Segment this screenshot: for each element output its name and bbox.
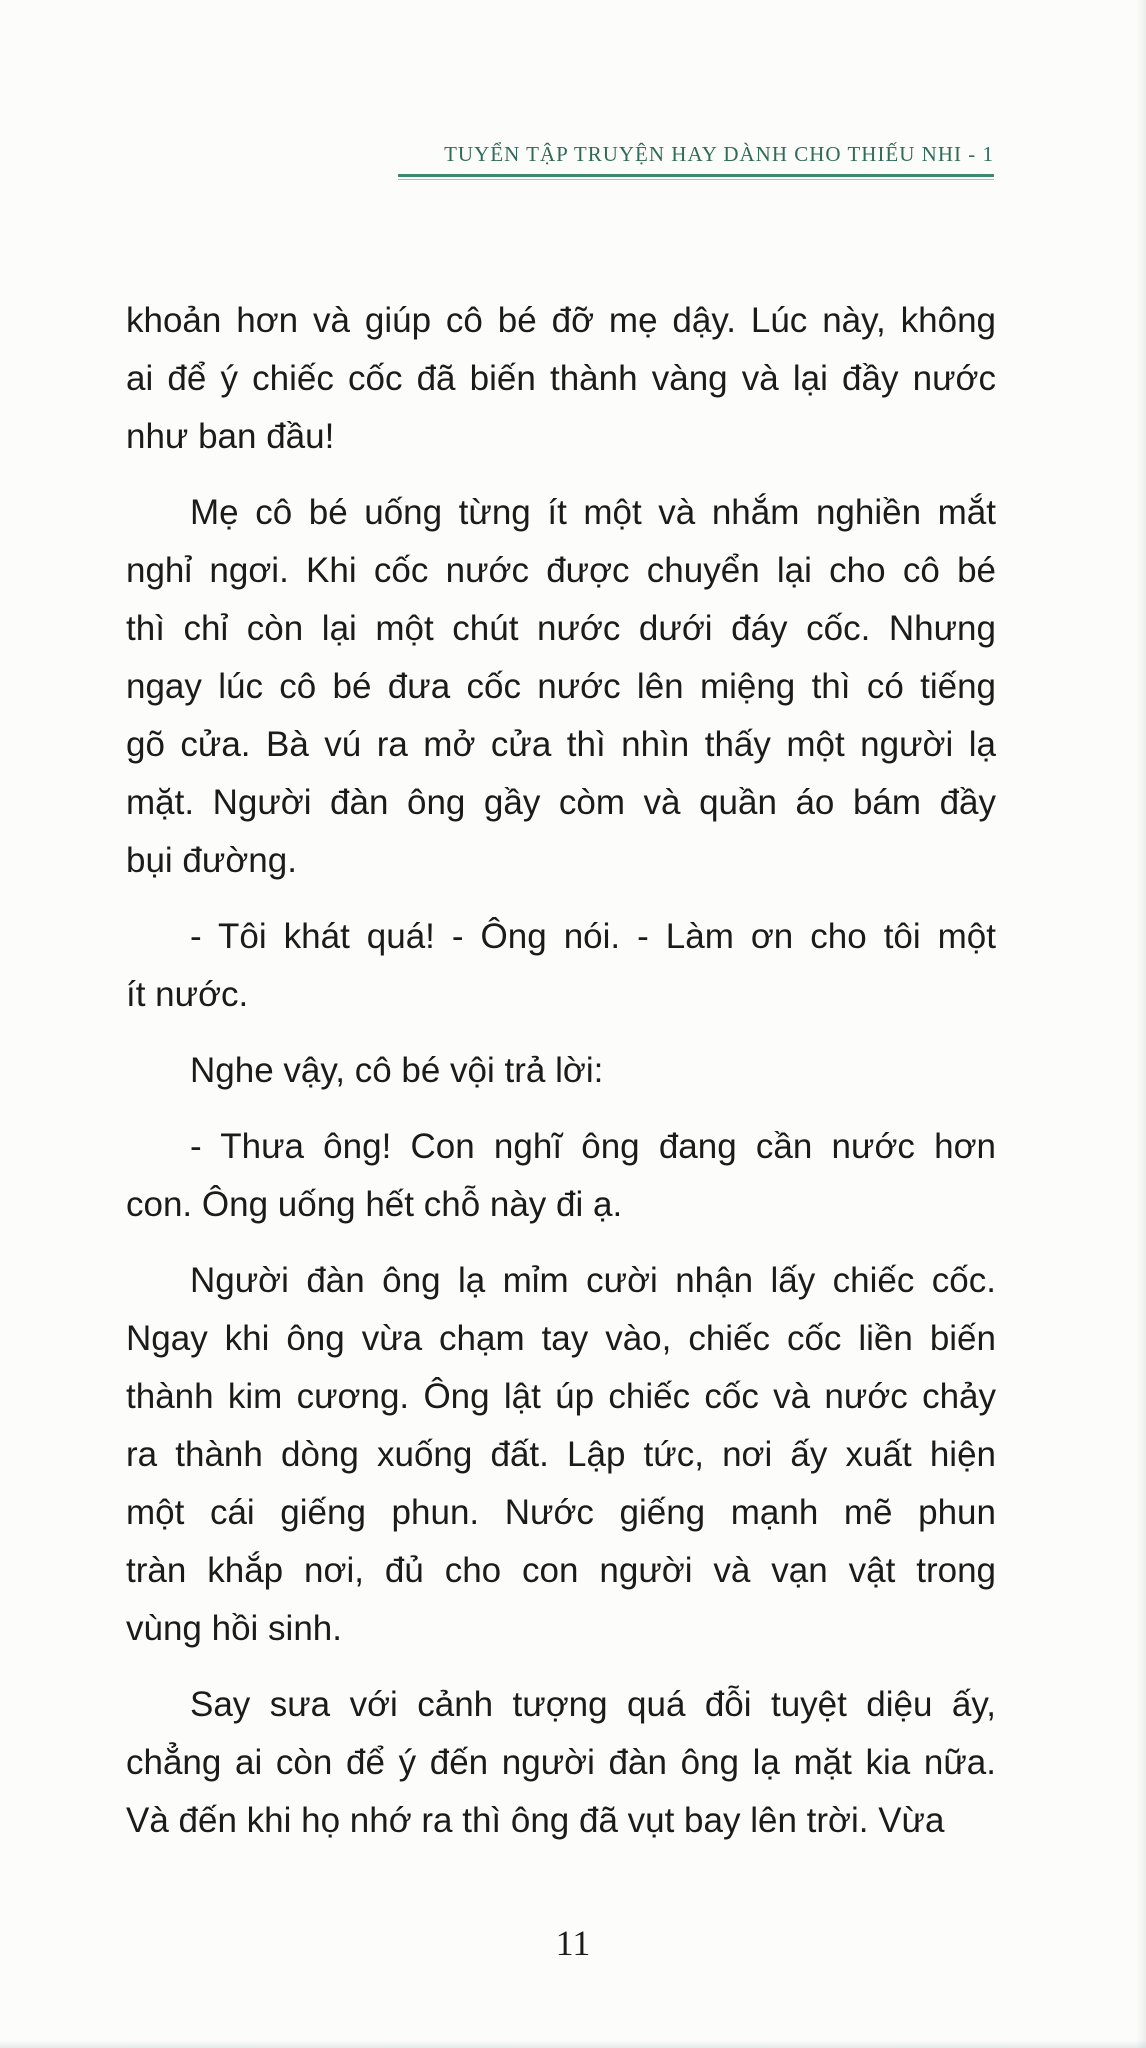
text-line: bụi đường. xyxy=(126,841,297,880)
text-line: ra thành dòng xuống đất. Lập tức, nơi ấy xuất hiện xyxy=(126,1435,996,1474)
paragraph xyxy=(126,1042,996,1100)
page-number: 11 xyxy=(555,1923,591,1963)
paragraph xyxy=(126,484,996,890)
text-line: tràn khắp nơi, đủ cho con người và vạn vật trong xyxy=(126,1551,996,1590)
paragraph xyxy=(126,292,996,466)
text-line: con. Ông uống hết chỗ này đi ạ. xyxy=(126,1185,623,1224)
paragraph xyxy=(126,908,996,1024)
text-line: thì chỉ còn lại một chút nước dưới đáy cốc. Nhưng xyxy=(126,609,996,648)
text-line: nghỉ ngơi. Khi cốc nước được chuyển lại cho cô bé xyxy=(126,551,996,590)
text-line: Mẹ cô bé uống từng ít một và nhắm nghiền mắt xyxy=(190,493,996,532)
text-line: như ban đầu! xyxy=(126,417,335,456)
text-line: Say sưa với cảnh tượng quá đỗi tuyệt diệu ấy, xyxy=(190,1685,996,1724)
paragraph xyxy=(126,1676,996,1850)
text-line: Người đàn ông lạ mỉm cười nhận lấy chiếc cốc. xyxy=(190,1261,996,1300)
page-bottom-edge xyxy=(0,2040,1146,2048)
running-header: TUYỂN TẬP TRUYỆN HAY DÀNH CHO THIẾU NHI - 1 xyxy=(444,142,994,166)
text-line: - Thưa ông! Con nghĩ ông đang cần nước hơn xyxy=(190,1127,996,1166)
paragraph xyxy=(126,1118,996,1234)
paragraph xyxy=(126,1252,996,1658)
text-line: mặt. Người đàn ông gầy còm và quần áo bám đầy xyxy=(126,783,996,822)
text-line: Và đến khi họ nhớ ra thì ông đã vụt bay lên trời. Vừa xyxy=(126,1801,945,1840)
header-rule xyxy=(398,174,994,177)
text-line: Nghe vậy, cô bé vội trả lời: xyxy=(190,1051,604,1090)
text-line: Ngay khi ông vừa chạm tay vào, chiếc cốc liền biến xyxy=(126,1319,996,1358)
text-line: ngay lúc cô bé đưa cốc nước lên miệng thì có tiếng xyxy=(126,667,996,706)
text-line: thành kim cương. Ông lật úp chiếc cốc và nước chảy xyxy=(126,1377,996,1416)
text-line: - Tôi khát quá! - Ông nói. - Làm ơn cho tôi một xyxy=(190,917,996,956)
page-edge-shadow xyxy=(1136,0,1146,2048)
text-line: chẳng ai còn để ý đến người đàn ông lạ mặt kia nữa. xyxy=(126,1743,996,1782)
text-line: ít nước. xyxy=(126,975,249,1014)
text-line: gõ cửa. Bà vú ra mở cửa thì nhìn thấy một người lạ xyxy=(126,725,996,764)
header-rule-thin xyxy=(398,179,994,180)
text-line: ai để ý chiếc cốc đã biến thành vàng và lại đầy nước xyxy=(126,359,996,398)
text-line: vùng hồi sinh. xyxy=(126,1609,342,1648)
text-line: khoản hơn và giúp cô bé đỡ mẹ dậy. Lúc này, không xyxy=(126,301,996,340)
text-line: một cái giếng phun. Nước giếng mạnh mẽ phun xyxy=(126,1493,996,1532)
body-text xyxy=(126,292,996,1868)
